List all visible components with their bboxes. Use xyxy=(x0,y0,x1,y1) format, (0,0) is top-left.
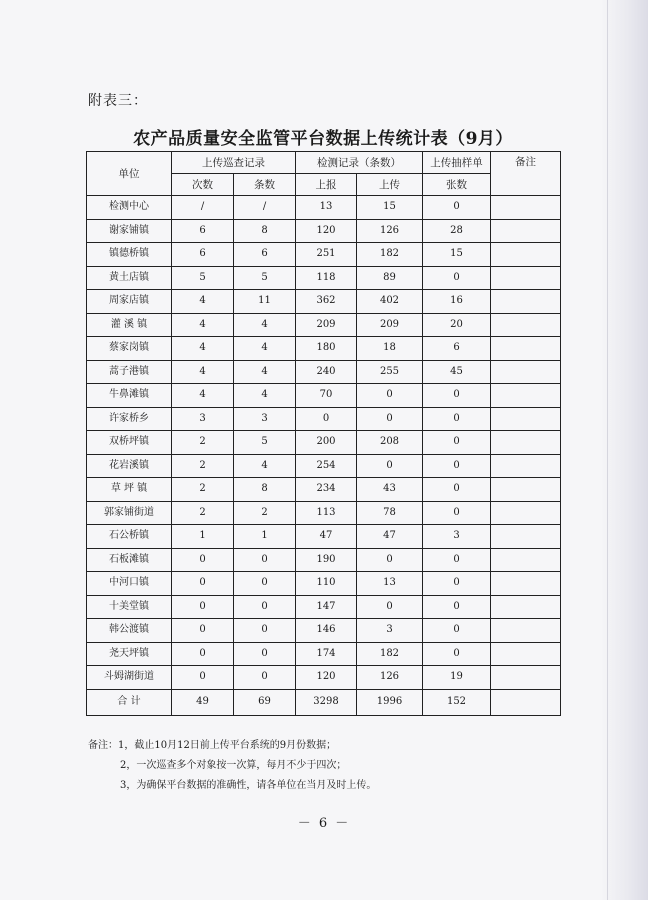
remark-cell xyxy=(491,666,561,690)
patrol-times-cell: / xyxy=(172,196,234,220)
sample-sheets-cell: 0 xyxy=(423,431,491,455)
sample-sheets-cell: 20 xyxy=(423,313,491,337)
patrol-times-cell: 4 xyxy=(172,337,234,361)
detect-report-cell: 120 xyxy=(296,219,357,243)
detect-report-cell: 147 xyxy=(296,595,357,619)
sample-sheets-cell: 0 xyxy=(423,501,491,525)
patrol-times-cell: 6 xyxy=(172,219,234,243)
remark-cell xyxy=(491,266,561,290)
patrol-times-cell: 0 xyxy=(172,619,234,643)
header-patrol-items: 条数 xyxy=(234,174,296,196)
patrol-items-cell: 11 xyxy=(234,290,296,314)
sample-sheets-cell: 0 xyxy=(423,548,491,572)
patrol-items-cell: 3 xyxy=(234,407,296,431)
table-row xyxy=(87,525,561,549)
remark-cell xyxy=(491,501,561,525)
table-row xyxy=(87,360,561,384)
patrol-times-cell: 4 xyxy=(172,313,234,337)
patrol-times-cell: 0 xyxy=(172,572,234,596)
table-row xyxy=(87,243,561,267)
sample-sheets-cell: 0 xyxy=(423,572,491,596)
detect-upload-cell: 18 xyxy=(357,337,423,361)
detect-report-cell: 146 xyxy=(296,619,357,643)
patrol-items-cell: 4 xyxy=(234,454,296,478)
unit-cell: 十美堂镇 xyxy=(87,595,172,619)
patrol-items-cell: 4 xyxy=(234,360,296,384)
unit-cell: 郭家铺街道 xyxy=(87,501,172,525)
patrol-items-cell: 8 xyxy=(234,478,296,502)
detect-upload-cell: 209 xyxy=(357,313,423,337)
detect-upload-cell: 126 xyxy=(357,219,423,243)
detect-upload-cell: 47 xyxy=(357,525,423,549)
patrol-times-cell: 0 xyxy=(172,595,234,619)
header-patrol-group: 上传巡查记录 xyxy=(172,152,296,174)
unit-cell: 双桥坪镇 xyxy=(87,431,172,455)
detect-upload-cell: 126 xyxy=(357,666,423,690)
sample-sheets-cell: 6 xyxy=(423,337,491,361)
detect-report-cell: 240 xyxy=(296,360,357,384)
table-row xyxy=(87,313,561,337)
unit-cell: 谢家铺镇 xyxy=(87,219,172,243)
detect-report-cell: 251 xyxy=(296,243,357,267)
unit-cell: 蒿子港镇 xyxy=(87,360,172,384)
detect-report-cell: 362 xyxy=(296,290,357,314)
annex-label: 附表三： xyxy=(88,93,148,109)
detect-report-cell: 209 xyxy=(296,313,357,337)
unit-cell: 许家桥乡 xyxy=(87,407,172,431)
sample-sheets-cell: 19 xyxy=(423,666,491,690)
unit-cell: 黄土店镇 xyxy=(87,266,172,290)
patrol-items-cell: 0 xyxy=(234,572,296,596)
detect-report-cell: 174 xyxy=(296,642,357,666)
table-row xyxy=(87,431,561,455)
detect-report-cell: 0 xyxy=(296,407,357,431)
patrol-items-cell: 0 xyxy=(234,642,296,666)
header-sample-sheets: 张数 xyxy=(423,174,491,196)
table-row xyxy=(87,219,561,243)
detect-upload-cell: 89 xyxy=(357,266,423,290)
header-detect-group: 检测记录（条数） xyxy=(296,152,423,174)
unit-cell: 花岩溪镇 xyxy=(87,454,172,478)
detect-report-cell: 200 xyxy=(296,431,357,455)
header-sample-group: 上传抽样单 xyxy=(423,152,491,174)
patrol-items-cell: 4 xyxy=(234,313,296,337)
unit-cell: 石板滩镇 xyxy=(87,548,172,572)
detect-report-cell: 13 xyxy=(296,196,357,220)
detect-report-cell: 70 xyxy=(296,384,357,408)
remark-cell xyxy=(491,196,561,220)
unit-cell: 尧天坪镇 xyxy=(87,642,172,666)
remark-cell xyxy=(491,360,561,384)
patrol-times-cell: 6 xyxy=(172,243,234,267)
remark-cell xyxy=(491,478,561,502)
table-row xyxy=(87,266,561,290)
patrol-times-cell: 5 xyxy=(172,266,234,290)
unit-cell: 蔡家岗镇 xyxy=(87,337,172,361)
sample-sheets-cell: 15 xyxy=(423,243,491,267)
patrol-times-cell: 2 xyxy=(172,431,234,455)
unit-cell: 牛鼻滩镇 xyxy=(87,384,172,408)
page-edge-line xyxy=(607,0,608,900)
detect-report-cell: 254 xyxy=(296,454,357,478)
patrol-times-cell: 4 xyxy=(172,384,234,408)
sample-sheets-cell: 16 xyxy=(423,290,491,314)
table-row xyxy=(87,337,561,361)
remark-cell xyxy=(491,525,561,549)
remark-cell xyxy=(491,619,561,643)
sample-sheets-cell: 0 xyxy=(423,266,491,290)
unit-cell: 检测中心 xyxy=(87,196,172,220)
detect-report-cell: 120 xyxy=(296,666,357,690)
statistics-table xyxy=(86,151,561,716)
detect-upload-cell: 0 xyxy=(357,454,423,478)
patrol-items-cell: / xyxy=(234,196,296,220)
remark-cell xyxy=(491,642,561,666)
note-2: 2，一次巡查多个对象按一次算，每月不少于四次； xyxy=(120,760,347,771)
table-row xyxy=(87,407,561,431)
table-row xyxy=(87,619,561,643)
document-title: 农产品质量安全监管平台数据上传统计表（9月） xyxy=(133,129,513,149)
header-remark: 备注 xyxy=(491,152,561,196)
total-times: 49 xyxy=(172,689,234,715)
detect-report-cell: 118 xyxy=(296,266,357,290)
detect-upload-cell: 182 xyxy=(357,243,423,267)
table-row xyxy=(87,666,561,690)
detect-upload-cell: 43 xyxy=(357,478,423,502)
table-row xyxy=(87,478,561,502)
patrol-times-cell: 1 xyxy=(172,525,234,549)
patrol-items-cell: 0 xyxy=(234,619,296,643)
detect-report-cell: 180 xyxy=(296,337,357,361)
sample-sheets-cell: 0 xyxy=(423,454,491,478)
detect-upload-cell: 208 xyxy=(357,431,423,455)
patrol-times-cell: 2 xyxy=(172,478,234,502)
patrol-items-cell: 5 xyxy=(234,431,296,455)
total-remark xyxy=(491,689,561,715)
unit-cell: 斗姆湖街道 xyxy=(87,666,172,690)
patrol-items-cell: 5 xyxy=(234,266,296,290)
unit-cell: 韩公渡镇 xyxy=(87,619,172,643)
sample-sheets-cell: 0 xyxy=(423,619,491,643)
table-row xyxy=(87,572,561,596)
patrol-times-cell: 0 xyxy=(172,642,234,666)
patrol-times-cell: 2 xyxy=(172,454,234,478)
sample-sheets-cell: 0 xyxy=(423,196,491,220)
detect-upload-cell: 3 xyxy=(357,619,423,643)
patrol-items-cell: 0 xyxy=(234,595,296,619)
table-row xyxy=(87,642,561,666)
patrol-items-cell: 6 xyxy=(234,243,296,267)
header-unit: 单位 xyxy=(87,152,172,196)
remark-cell xyxy=(491,384,561,408)
header-row-1 xyxy=(87,152,561,174)
sample-sheets-cell: 28 xyxy=(423,219,491,243)
patrol-times-cell: 4 xyxy=(172,360,234,384)
remark-cell xyxy=(491,290,561,314)
sample-sheets-cell: 45 xyxy=(423,360,491,384)
patrol-items-cell: 4 xyxy=(234,384,296,408)
total-upload: 1996 xyxy=(357,689,423,715)
detect-upload-cell: 15 xyxy=(357,196,423,220)
patrol-items-cell: 2 xyxy=(234,501,296,525)
unit-cell: 中河口镇 xyxy=(87,572,172,596)
header-detect-report: 上报 xyxy=(296,174,357,196)
remark-cell xyxy=(491,572,561,596)
detect-report-cell: 110 xyxy=(296,572,357,596)
patrol-items-cell: 4 xyxy=(234,337,296,361)
table-row xyxy=(87,196,561,220)
remark-cell xyxy=(491,454,561,478)
detect-upload-cell: 0 xyxy=(357,548,423,572)
remark-cell xyxy=(491,243,561,267)
table-row xyxy=(87,501,561,525)
total-row xyxy=(87,689,561,715)
patrol-items-cell: 0 xyxy=(234,666,296,690)
detect-upload-cell: 255 xyxy=(357,360,423,384)
unit-cell: 灌 溪 镇 xyxy=(87,313,172,337)
detect-upload-cell: 78 xyxy=(357,501,423,525)
table-row xyxy=(87,454,561,478)
total-items: 69 xyxy=(234,689,296,715)
unit-cell: 石公桥镇 xyxy=(87,525,172,549)
patrol-times-cell: 4 xyxy=(172,290,234,314)
patrol-times-cell: 0 xyxy=(172,548,234,572)
table-row xyxy=(87,548,561,572)
detect-report-cell: 47 xyxy=(296,525,357,549)
unit-cell: 周家店镇 xyxy=(87,290,172,314)
patrol-times-cell: 3 xyxy=(172,407,234,431)
patrol-items-cell: 1 xyxy=(234,525,296,549)
sample-sheets-cell: 0 xyxy=(423,642,491,666)
total-sheets: 152 xyxy=(423,689,491,715)
patrol-times-cell: 0 xyxy=(172,666,234,690)
table-row xyxy=(87,384,561,408)
patrol-items-cell: 8 xyxy=(234,219,296,243)
page-number: － 6 － xyxy=(297,816,351,831)
detect-upload-cell: 0 xyxy=(357,384,423,408)
remark-cell xyxy=(491,548,561,572)
total-report: 3298 xyxy=(296,689,357,715)
notes-block xyxy=(88,736,376,796)
remark-cell xyxy=(491,595,561,619)
detect-upload-cell: 0 xyxy=(357,407,423,431)
remark-cell xyxy=(491,313,561,337)
table-row xyxy=(87,290,561,314)
note-3: 3，为确保平台数据的准确性，请各单位在当月及时上传。 xyxy=(120,780,377,791)
detect-report-cell: 113 xyxy=(296,501,357,525)
detect-upload-cell: 182 xyxy=(357,642,423,666)
patrol-times-cell: 2 xyxy=(172,501,234,525)
detect-upload-cell: 402 xyxy=(357,290,423,314)
sample-sheets-cell: 0 xyxy=(423,407,491,431)
remark-cell xyxy=(491,219,561,243)
detect-report-cell: 190 xyxy=(296,548,357,572)
sample-sheets-cell: 0 xyxy=(423,384,491,408)
sample-sheets-cell: 0 xyxy=(423,478,491,502)
unit-cell: 草 坪 镇 xyxy=(87,478,172,502)
detect-upload-cell: 0 xyxy=(357,595,423,619)
sample-sheets-cell: 3 xyxy=(423,525,491,549)
remark-cell xyxy=(491,407,561,431)
header-patrol-times: 次数 xyxy=(172,174,234,196)
detect-upload-cell: 13 xyxy=(357,572,423,596)
total-label: 合 计 xyxy=(87,689,172,715)
patrol-items-cell: 0 xyxy=(234,548,296,572)
table-row xyxy=(87,595,561,619)
remark-cell xyxy=(491,431,561,455)
remark-cell xyxy=(491,337,561,361)
detect-report-cell: 234 xyxy=(296,478,357,502)
sample-sheets-cell: 0 xyxy=(423,595,491,619)
unit-cell: 镇德桥镇 xyxy=(87,243,172,267)
note-1: 备注：1，截止10月12日前上传平台系统的9月份数据； xyxy=(88,740,337,751)
header-detect-upload: 上传 xyxy=(357,174,423,196)
